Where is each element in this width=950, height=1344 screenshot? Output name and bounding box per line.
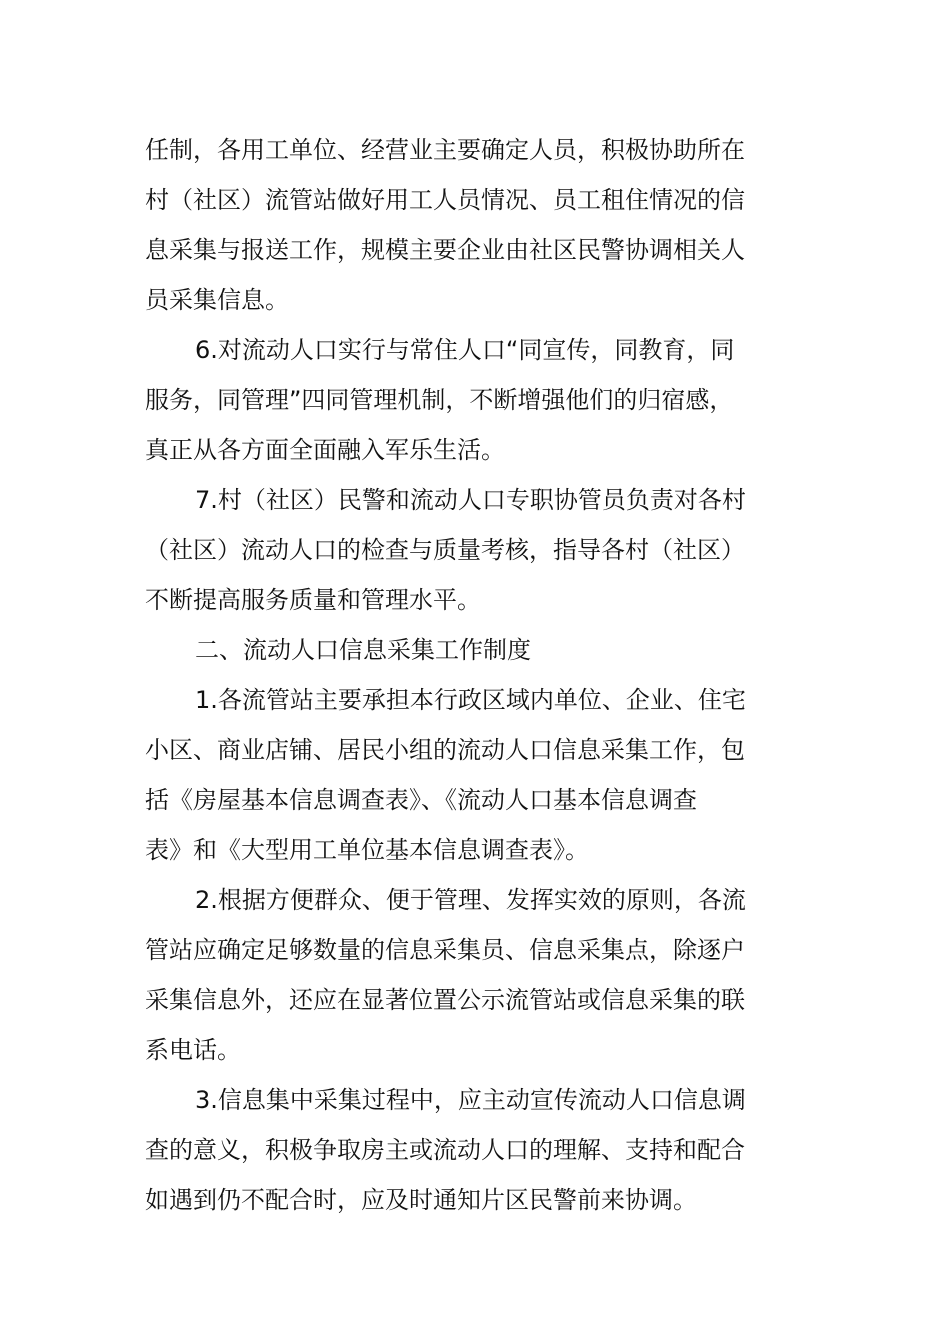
text-line: 括《房屋基本信息调查表》、《流动人口基本信息调查 <box>145 786 697 814</box>
text-line: 6.对流动人口实行与常住人口“同宣传，同教育，同 <box>195 336 735 364</box>
text-line: 员采集信息。 <box>145 286 289 314</box>
document-body <box>145 125 815 1225</box>
text-line: 小区、商业店铺、居民小组的流动人口信息采集工作，包 <box>145 736 745 764</box>
text-line: 息采集与报送工作，规模主要企业由社区民警协调相关人 <box>145 236 745 264</box>
text-line: 任制，各用工单位、经营业主要确定人员，积极协助所在 <box>145 136 745 164</box>
text-line: 7.村（社区）民警和流动人口专职协管员负责对各村 <box>195 486 746 514</box>
text-line: 2.根据方便群众、便于管理、发挥实效的原则，各流 <box>195 886 746 914</box>
text-line: 真正从各方面全面融入军乐生活。 <box>145 436 505 464</box>
text-line: 系电话。 <box>145 1036 241 1064</box>
text-line: 服务，同管理”四同管理机制，不断增强他们的归宿感， <box>145 386 734 414</box>
text-line: 如遇到仍不配合时，应及时通知片区民警前来协调。 <box>145 1186 697 1214</box>
text-line: 表》和《大型用工单位基本信息调查表》。 <box>145 836 589 864</box>
text-line: 管站应确定足够数量的信息采集员、信息采集点，除逐户 <box>145 936 745 964</box>
text-line: 不断提高服务质量和管理水平。 <box>145 586 481 614</box>
section-heading: 二、流动人口信息采集工作制度 <box>195 636 531 664</box>
text-line: 采集信息外，还应在显著位置公示流管站或信息采集的联 <box>145 986 745 1014</box>
text-line: 村（社区）流管站做好用工人员情况、员工租住情况的信 <box>145 186 745 214</box>
text-line: 查的意义，积极争取房主或流动人口的理解、支持和配合 <box>145 1136 745 1164</box>
text-line: 3.信息集中采集过程中，应主动宣传流动人口信息调 <box>195 1086 746 1114</box>
text-line: （社区）流动人口的检查与质量考核，指导各村（社区） <box>145 536 745 564</box>
text-line: 1.各流管站主要承担本行政区域内单位、企业、住宅 <box>195 686 746 714</box>
